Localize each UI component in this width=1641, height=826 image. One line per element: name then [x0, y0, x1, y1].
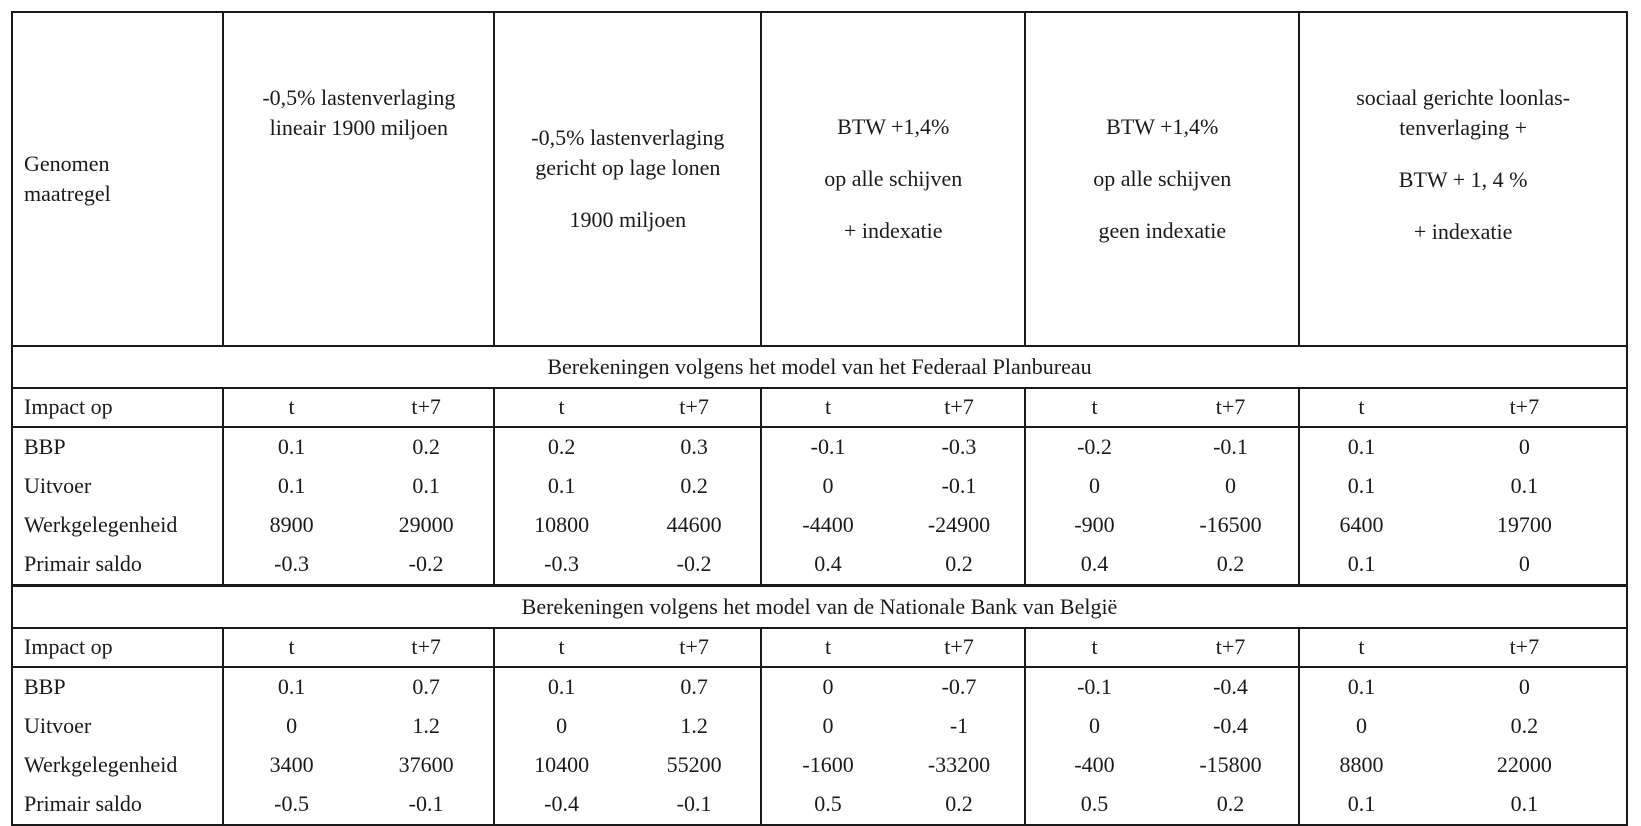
cell: -0.3: [494, 545, 627, 586]
measure-line: gericht op lage lonen: [535, 155, 721, 180]
cell: 22000: [1423, 746, 1627, 785]
cell: -0.3: [894, 427, 1025, 467]
measure-label-line: Genomen: [24, 151, 110, 176]
cell: 0.1: [1347, 674, 1376, 700]
measure-line: op alle schijven: [824, 166, 963, 191]
cell: 0.7: [628, 667, 761, 707]
measure-line: + indexatie: [1413, 219, 1513, 244]
cell: 0.1: [1299, 545, 1422, 586]
cell: 0: [1163, 467, 1300, 506]
period-t7: t+7: [628, 388, 761, 427]
period-t7: t+7: [894, 628, 1025, 667]
period-t7: t+7: [1423, 628, 1627, 667]
impact-header-row: [12, 388, 1627, 427]
measure-label-line: maatregel: [24, 181, 111, 206]
period-t: t: [761, 388, 893, 427]
row-label: BBP: [12, 427, 223, 467]
measure-line: sociaal gerichte loonlas-: [1356, 85, 1571, 110]
cell: -900: [1074, 512, 1115, 538]
cell: 0.2: [894, 545, 1025, 586]
period-t: t: [223, 628, 359, 667]
measure-line: 1900 miljoen: [569, 207, 687, 232]
cell: -4400: [802, 512, 854, 538]
cell: 0.1: [277, 434, 306, 460]
cell: 0.1: [547, 674, 576, 700]
measure-line: tenverlaging +: [1399, 115, 1528, 140]
table-row: [12, 506, 1627, 545]
cell: -1: [894, 707, 1025, 746]
measure-header-1: [223, 12, 494, 346]
cell: 0.1: [1423, 467, 1627, 506]
cell: 0: [822, 713, 834, 739]
cell: 10400: [534, 752, 590, 778]
period-t: t: [494, 628, 627, 667]
cell: 19700: [1423, 506, 1627, 545]
cell: 0.2: [1423, 707, 1627, 746]
header-row: [12, 12, 1627, 346]
period-t7: t+7: [1423, 388, 1627, 427]
cell: 0.1: [359, 467, 495, 506]
cell: 3400: [269, 752, 314, 778]
cell: 0: [822, 674, 834, 700]
cell: 0.2: [1163, 545, 1300, 586]
cell: -16500: [1163, 506, 1300, 545]
cell: -33200: [894, 746, 1025, 785]
table-row: [12, 467, 1627, 506]
cell: 44600: [628, 506, 761, 545]
cell: -0.3: [223, 545, 359, 586]
page: [11, 11, 1628, 826]
cell: -0.1: [1163, 427, 1300, 467]
cell: 0.2: [359, 427, 495, 467]
cell: 0.2: [1163, 785, 1300, 825]
row-label: Werkgelegenheid: [12, 746, 223, 785]
cell: 0: [1089, 713, 1100, 739]
period-t7: t+7: [359, 628, 495, 667]
row-label: Primair saldo: [12, 785, 223, 825]
cell: -0.2: [1077, 434, 1112, 460]
cell: 0.1: [1347, 434, 1376, 460]
cell: 0: [1423, 667, 1627, 707]
cell: 0.4: [761, 545, 893, 586]
period-t7: t+7: [359, 388, 495, 427]
period-t: t: [1025, 628, 1163, 667]
measure-header-2: [494, 12, 761, 346]
cell: 0.2: [547, 434, 576, 460]
table-row: [12, 746, 1627, 785]
table-row: [12, 707, 1627, 746]
cell: -24900: [894, 506, 1025, 545]
cell: 0.1: [547, 473, 576, 499]
cell: 0.7: [359, 667, 495, 707]
cell: 0.5: [761, 785, 893, 825]
cell: 0: [822, 473, 834, 499]
cell: 8800: [1339, 752, 1384, 778]
cell: 0.3: [628, 427, 761, 467]
cell: -0.1: [894, 467, 1025, 506]
cell: 55200: [628, 746, 761, 785]
cell: 29000: [359, 506, 495, 545]
cell: -0.5: [223, 785, 359, 825]
measure-line: -0,5% lastenverlaging: [262, 85, 456, 110]
period-t: t: [223, 388, 359, 427]
cell: 1.2: [628, 707, 761, 746]
cell: -0.2: [628, 545, 761, 586]
cell: 0.1: [277, 674, 306, 700]
measure-line: BTW +1,4%: [1106, 114, 1219, 139]
impact-label: Impact op: [12, 628, 223, 667]
cell: -0.4: [1163, 667, 1300, 707]
cell: 0: [1423, 427, 1627, 467]
row-label: Werkgelegenheid: [12, 506, 223, 545]
section-title-row: [12, 586, 1627, 629]
cell: 0.2: [628, 467, 761, 506]
cell: 0: [1423, 545, 1627, 586]
measure-line: lineair 1900 miljoen: [269, 115, 449, 140]
measure-header-3: [761, 12, 1025, 346]
section-title-row: [12, 346, 1627, 388]
cell: 0.1: [1299, 785, 1422, 825]
cell: 0: [1089, 473, 1100, 499]
cell: -0.1: [359, 785, 495, 825]
measure-line: -0,5% lastenverlaging: [531, 125, 725, 150]
cell: 0: [556, 713, 568, 739]
table-row: [12, 785, 1627, 825]
cell: 0.1: [277, 473, 306, 499]
measure-label-cell: [12, 12, 223, 346]
measure-header-4: [1025, 12, 1299, 346]
cell: 1.2: [359, 707, 495, 746]
period-t7: t+7: [1163, 628, 1300, 667]
cell: 0.1: [1347, 473, 1376, 499]
period-t7: t+7: [894, 388, 1025, 427]
impact-header-row: [12, 628, 1627, 667]
cell: -0.4: [1163, 707, 1300, 746]
measure-line: op alle schijven: [1093, 166, 1232, 191]
row-label: Uitvoer: [12, 467, 223, 506]
cell: -0.2: [359, 545, 495, 586]
measure-line: BTW +1,4%: [837, 114, 950, 139]
period-t: t: [1299, 628, 1422, 667]
row-label: BBP: [12, 667, 223, 707]
impact-table: [11, 11, 1628, 826]
table-row: [12, 427, 1627, 467]
cell: 0.1: [1423, 785, 1627, 825]
cell: -0.1: [628, 785, 761, 825]
period-t: t: [1299, 388, 1422, 427]
period-t: t: [761, 628, 893, 667]
measure-header-5: [1299, 12, 1627, 346]
measure-line: BTW + 1, 4 %: [1398, 167, 1528, 192]
cell: -0.1: [1077, 674, 1112, 700]
period-t7: t+7: [628, 628, 761, 667]
cell: -1600: [802, 752, 854, 778]
measure-line: + indexatie: [844, 218, 943, 243]
cell: -15800: [1163, 746, 1300, 785]
cell: -0.1: [810, 434, 846, 460]
row-label: Uitvoer: [12, 707, 223, 746]
period-t: t: [494, 388, 627, 427]
cell: 0.2: [894, 785, 1025, 825]
cell: 0.4: [1025, 545, 1163, 586]
cell: -0.4: [494, 785, 627, 825]
cell: 6400: [1339, 512, 1384, 538]
section-title: Berekeningen volgens het model van de Nationale Bank van België: [12, 586, 1627, 629]
cell: 37600: [359, 746, 495, 785]
cell: -400: [1074, 752, 1115, 778]
cell: -0.7: [894, 667, 1025, 707]
table-row: [12, 667, 1627, 707]
measure-line: geen indexatie: [1098, 218, 1227, 243]
period-t7: t+7: [1163, 388, 1300, 427]
impact-label: Impact op: [12, 388, 223, 427]
cell: 0: [286, 713, 298, 739]
cell: 0.5: [1025, 785, 1163, 825]
table-row: [12, 545, 1627, 586]
row-label: Primair saldo: [12, 545, 223, 586]
period-t: t: [1025, 388, 1163, 427]
section-title: Berekeningen volgens het model van het Federaal Planbureau: [12, 346, 1627, 388]
cell: 10800: [534, 512, 590, 538]
cell: 0: [1355, 713, 1367, 739]
cell: 8900: [269, 512, 314, 538]
